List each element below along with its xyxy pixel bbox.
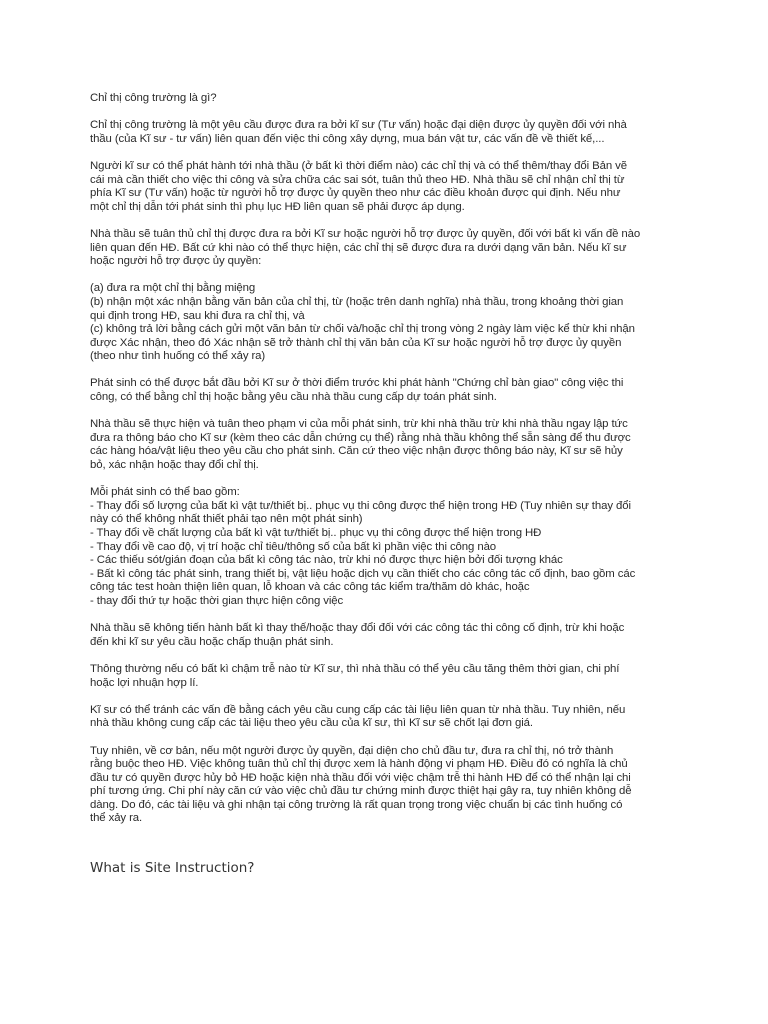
text-line: - Thay đổi về cao độ, vị trí hoặc chỉ tiêu/thông số của bất kì phần việc thi công nào: [90, 540, 497, 553]
text-line: Kĩ sư có thể tránh các vấn đề bằng cách yêu cầu cung cấp các tài liệu liên quan từ nhà thầu. Tuy nhiên, nếu: [90, 703, 626, 716]
paragraph: [90, 282, 682, 364]
text-line: - Thay đổi số lượng của bất kì vật tư/thiết bị.. phục vụ thi công được thể hiện trong HĐ (Tuy nhiên sự thay đổi: [90, 499, 631, 512]
paragraph-list: [90, 119, 682, 826]
text-line: dàng. Do đó, các tài liệu và ghi nhận tại công trường là rất quan trọng trong việc chuẩn bị các tình huống có: [90, 798, 623, 811]
text-line: cái mà cần thiết cho việc thi công và sửa chữa các sai sót, tuân thủ theo HĐ. Nhà thầu sẽ chỉ nhận chỉ thị từ: [90, 173, 625, 186]
text-line: Người kĩ sư có thể phát hành tới nhà thầu (ở bất kì thời điểm nào) các chỉ thị và có thể thêm/thay đổi Bản vẽ: [90, 159, 627, 172]
paragraph: [90, 622, 682, 649]
text-line: Phát sinh có thể được bắt đầu bởi Kĩ sư ở thời điểm trước khi phát hành "Chứng chỉ bàn giao" công việc thi: [90, 377, 624, 390]
text-line: liên quan đến HĐ. Bất cứ khi nào có thể thực hiện, các chỉ thị sẽ được đưa ra dưới dạng văn bản. Nếu kĩ sư: [90, 241, 627, 254]
text-line: đầu tư có quyền được hủy bỏ HĐ hoặc kiện nhà thầu đối với việc chậm trễ thi hành HĐ để có thể nhận lại chi: [90, 771, 631, 784]
text-line: các hàng hóa/vật liệu theo yêu cầu cho phát sinh. Căn cứ theo việc nhận được thông báo này, Kĩ sư sẽ hủy: [90, 445, 623, 458]
text-line: hoặc lợi nhuận hợp lí.: [90, 676, 199, 689]
text-line: - Thay đổi về chất lượng của bất kì vật tư/thiết bị.. phục vụ thi công được thể hiện trong HĐ: [90, 527, 542, 539]
text-line: nhà thầu không cung cấp các tài liệu theo yêu cầu của kĩ sư, thì Kĩ sư sẽ chốt lại đơn giá.: [90, 717, 533, 730]
paragraph: [90, 486, 682, 608]
text-line: rằng buộc theo HĐ. Việc không tuân thủ chỉ thị được xem là hành động vi phạm HĐ. Điều đó có nghĩa là chủ: [90, 758, 628, 771]
text-line: được Xác nhận, theo đó Xác nhận sẽ trở thành chỉ thị văn bản của Kĩ sư hoặc người hỗ trợ được ủy quyền: [90, 336, 622, 349]
text-line: đưa ra thông báo cho Kĩ sư (kèm theo các dẫn chứng cụ thể) rằng nhà thầu không thể sẵn sàng để thu được: [90, 431, 631, 444]
paragraph: [90, 160, 682, 214]
paragraph: [90, 377, 682, 404]
english-heading: What is Site Instruction?: [90, 860, 255, 876]
text-line: phí tương ứng. Chi phí này căn cứ vào việc chủ đầu tư chứng minh được thiệt hại gây ra, tuy nhiên không dễ: [90, 785, 632, 798]
text-line: - Bất kì công tác phát sinh, trang thiết bị, vật liệu hoặc dịch vụ cần thiết cho các công tác cố định, bao gồm các: [90, 567, 636, 580]
text-line: - Các thiếu sót/gián đoạn của bất kì công tác nào, trừ khi nó được thực hiện bởi đối tượng khác: [90, 554, 563, 567]
paragraph: [90, 228, 682, 269]
paragraph: [90, 745, 682, 827]
document-title: Chỉ thị công trường là gì?: [90, 92, 217, 104]
text-line: (c) không trả lời bằng cách gửi một văn bản từ chối và/hoặc chỉ thị trong vòng 2 ngày làm việc kể thừ khi nhận: [90, 323, 635, 336]
text-line: (a) đưa ra một chỉ thị bằng miệng: [90, 282, 256, 295]
text-line: Thông thường nếu có bất kì chậm trễ nào từ Kĩ sư, thì nhà thầu có thể yêu cầu tăng thêm thời gian, chi phí: [90, 662, 620, 675]
text-line: công, có thể bằng chỉ thị hoặc bằng yêu cầu nhà thầu cung cấp dự toán phát sinh.: [90, 391, 497, 404]
text-line: Nhà thầu sẽ tuân thủ chỉ thị được đưa ra bởi Kĩ sư hoặc người hỗ trợ được ủy quyền, đối với bất kì vấn đề nào: [90, 227, 641, 240]
text-line: qui định trong HĐ, sau khi đưa ra chỉ thị, và: [90, 309, 305, 322]
text-line: một chỉ thị dẫn tới phát sinh thì phụ lục HĐ liên quan sẽ phải được áp dụng.: [90, 200, 465, 213]
text-line: Nhà thầu sẽ thực hiện và tuân theo phạm vi của mỗi phát sinh, trừ khi nhà thầu trừ khi nhà thầu ngay lập tức: [90, 418, 628, 431]
document-body: [90, 92, 682, 840]
text-line: (b) nhận một xác nhận bằng văn bản của chỉ thị, từ (hoặc trên danh nghĩa) nhà thầu, trong khoảng thời gian: [90, 295, 624, 308]
text-line: Tuy nhiên, về cơ bản, nếu một người được ủy quyền, đại diện cho chủ đầu tư, đưa ra chỉ thị, nó trở thành: [90, 744, 614, 757]
paragraph: [90, 418, 682, 472]
paragraph: [90, 119, 682, 146]
paragraph: [90, 663, 682, 690]
text-line: này có thể không nhất thiết phải tạo nên một phát sinh): [90, 513, 363, 526]
text-line: thể xảy ra.: [90, 812, 143, 825]
text-line: phía Kĩ sư (Tư vấn) hoặc từ người hỗ trợ được ủy quyền theo như các điều khoản được qui định. Nếu như: [90, 187, 621, 200]
text-line: (theo như tình huống có thể xảy ra): [90, 350, 266, 363]
text-line: công tác test hoàn thiện liên quan, lỗ khoan và các công tác kiểm tra/thăm dò khác, hoặc: [90, 581, 530, 594]
text-line: Mỗi phát sinh có thể bao gồm:: [90, 486, 240, 499]
text-line: đến khi kĩ sư yêu cầu hoặc chấp thuận phát sinh.: [90, 635, 334, 648]
text-line: Chỉ thị công trường là một yêu cầu được đưa ra bởi kĩ sư (Tư vấn) hoặc đại diện được ủy quyền đối với nhà: [90, 119, 627, 132]
text-line: thầu (của Kĩ sư - tư vấn) liên quan đến việc thi công xây dựng, mua bán vật tư, các vấn đề về thiết kế,...: [90, 132, 605, 145]
text-line: hoặc người hỗ trợ được ủy quyền:: [90, 255, 262, 268]
text-line: bỏ, xác nhận hoặc thay đổi chỉ thị.: [90, 459, 259, 472]
text-line: Nhà thầu sẽ không tiến hành bất kì thay thế/hoặc thay đổi đối với các công tác thi công cố định, trừ khi hoặc: [90, 622, 625, 635]
paragraph: [90, 704, 682, 731]
text-line: - thay đổi thứ tự hoặc thời gian thực hiện công việc: [90, 594, 344, 607]
